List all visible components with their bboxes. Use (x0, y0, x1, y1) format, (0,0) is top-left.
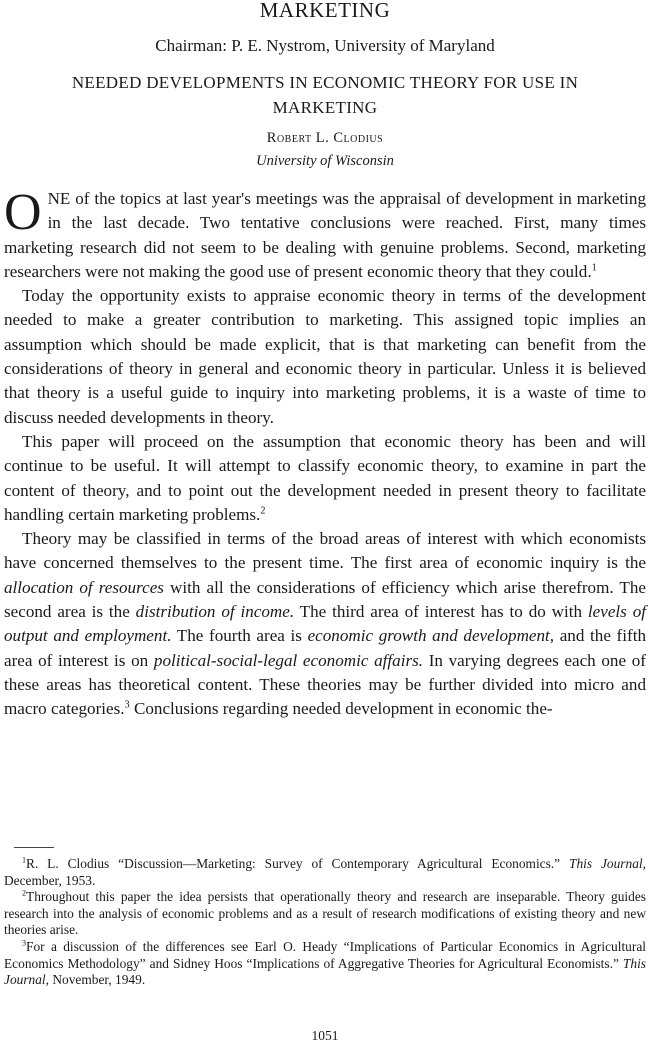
footnote-3 (4, 939, 646, 989)
paragraph-4 (4, 527, 646, 721)
paragraph-4-text: and the fifth area of interest is on (4, 626, 646, 670)
footnote-text: For a discussion of the differences see Earl O. Heady “Implications of Particular Economics in Agricultural Economics Methodology” and Sidney Hoos “Implications of Aggregative Theories for Agricultural Economists.” (4, 938, 646, 971)
footnote-text: R. L. Clodius “Discussion—Marketing: Survey of Contemporary Agricultural Economics.” (26, 856, 570, 871)
author-affiliation: University of Wisconsin (256, 153, 394, 169)
paragraph-4-text: The fourth area is (171, 626, 308, 646)
footnote-number: 3 (22, 938, 27, 948)
paragraph-1-text: NE of the topics at last year's meetings was the appraisal of development in marketing in the last decade. Two tentative conclusions were reached. First, many times marketing research did not seem to be dealing with genuine problems. Second, marketing researchers were not making the good use of present economic theory that they could. (4, 189, 646, 281)
paragraph-4-text: Theory may be classified in terms of the broad areas of interest with which economists have concerned themselves to the present time. The first area of economic inquiry is the (4, 529, 646, 573)
footnote-ref-3[interactable]: 3 (124, 699, 130, 711)
journal-title: This Journal, (4, 955, 646, 988)
page-number: 1051 (311, 1028, 339, 1043)
paragraph-3-text: This paper will proceed on the assumption that economic theory has been and will continue to be useful. It will attempt to classify economic theory, to examine in part the content of theory, and to point out the development needed in present theory to facilitate handling certain marketing problems. (4, 431, 646, 524)
footnote-number: 2 (22, 888, 27, 898)
footnote-ref-2[interactable]: 2 (260, 505, 266, 517)
paragraph-3 (4, 430, 646, 527)
paragraph-4-text: Conclusions regarding needed development in economic the- (129, 699, 553, 719)
emphasis-distribution: distribution of income. (135, 602, 295, 622)
paragraph-4-text: The third area of interest has to do with (294, 602, 588, 622)
author-name: Robert L. Clodius (266, 130, 384, 146)
drop-cap: O (4, 184, 42, 241)
emphasis-political: political-social-legal economic affairs. (153, 650, 424, 670)
footnotes (4, 856, 646, 989)
footnote-2 (4, 889, 646, 939)
section-title: MARKETING (259, 0, 391, 22)
emphasis-allocation: allocation of resources (4, 577, 164, 597)
paragraph-4-text: with all the considerations of efficiency which arise therefrom. The second area is the (4, 577, 646, 622)
journal-title: This Journal, (569, 856, 646, 871)
footnote-number: 1 (22, 855, 27, 865)
article-body (4, 184, 646, 722)
emphasis-levels: levels of output and employment. (4, 602, 646, 646)
paragraph-2: Today the opportunity exists to appraise economic theory in terms of the development needed to make a greater contribution to marketing. This assigned topic implies an assumption which should be made explicit, that is that marketing can benefit from the considerations of theory in general and economic theory in particular. Unless it is believed that theory is a useful guide to inquiry into marketing problems, it is a waste of time to discuss needed developments in theory. (4, 286, 646, 427)
paper-title: NEEDED DEVELOPMENTS IN ECONOMIC THEORY FOR USE IN MARKETING (71, 73, 579, 117)
footnote-text: November, 1949. (49, 972, 146, 988)
emphasis-growth: economic growth and development, (307, 626, 555, 646)
footnote-text: December, 1953. (4, 872, 96, 888)
footnote-1 (4, 856, 646, 889)
paragraph-1 (4, 184, 646, 284)
footnote-text: Throughout this paper the idea persists that operationally theory and research are inseparable. Theory guides research into the analysis of economic problems and as a result of research modifications of existing theory and new theories arise. (4, 889, 646, 938)
footnote-divider (14, 847, 54, 848)
paragraph-4-text: In varying degrees each one of these areas has theoretical content. These theories may be further divided into micro and macro categories. (4, 650, 646, 719)
chairman-line: Chairman: P. E. Nystrom, University of Maryland (155, 36, 495, 55)
footnote-ref-1[interactable]: 1 (591, 262, 597, 274)
